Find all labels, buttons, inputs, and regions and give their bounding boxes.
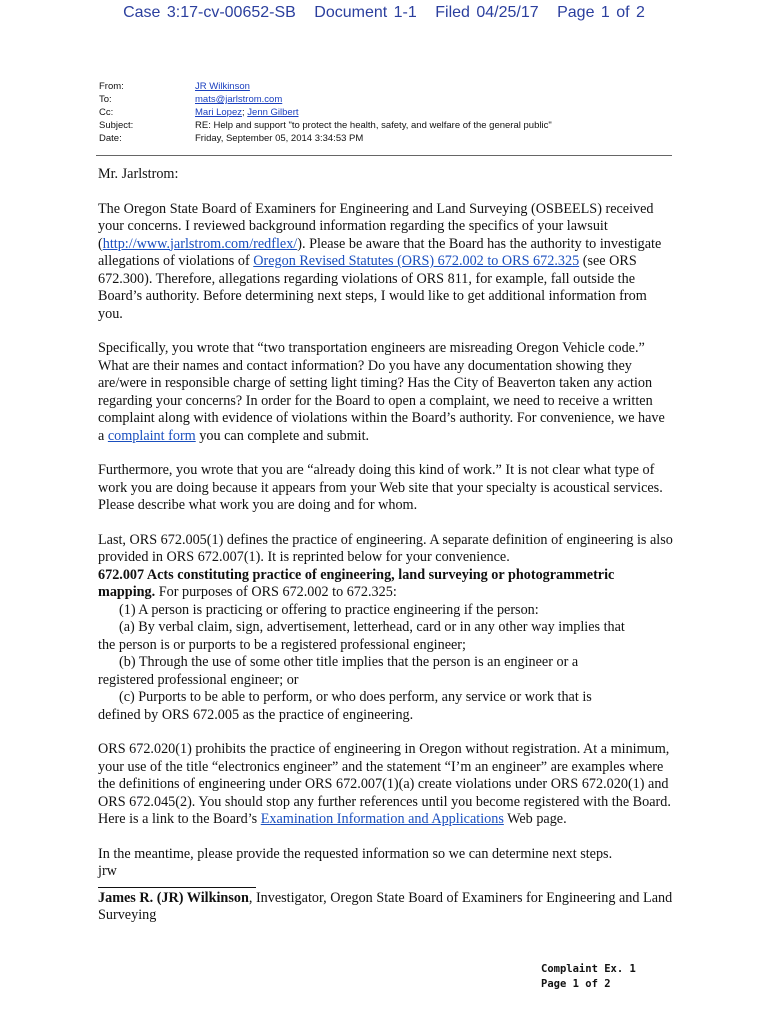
letter-body — [98, 166, 673, 925]
p1-text-b: ). Please be aware that the Board has the authority to investigate allegations of violations of — [98, 235, 662, 269]
statute-item-1: (1) A person is practicing or offering to practice engineering if the person: — [119, 601, 539, 618]
p2-text-b: you can complete and submit. — [195, 427, 370, 444]
p4-intro: Last, ORS 672.005(1) defines the practice of engineering. A separate definition of engineering is also provided in ORS 672.007(1). It is reprinted below for your convenience. — [98, 531, 673, 565]
to-label: To: — [99, 94, 112, 105]
p6-text: In the meantime, please provide the requested information so we can determine next steps. — [98, 845, 613, 862]
signature-name: James R. (JR) Wilkinson — [98, 889, 249, 906]
cc-separator: ; — [242, 107, 248, 118]
p5-text-b: Web page. — [503, 811, 567, 827]
statute-item-c-2: defined by ORS 672.005 as the practice of engineering. — [98, 706, 414, 723]
p5-text-a: ORS 672.020(1) prohibits the practice of engineering in Oregon without registration. At a minimum, your use of the title “electronics engineer” and the statement “I’m an engineer” are examples where the definitions of engineering under ORS 672.007(1)(a) create violations under ORS 672.020(1) and ORS 672.045(2). You should stop any further references until you become registered with the Board. Here is a link to the Board’s — [98, 741, 671, 827]
from-label: From: — [99, 81, 124, 92]
paragraph-2 — [98, 340, 673, 445]
case-number: Case 3:17-cv-00652-SB — [123, 4, 296, 21]
from-link[interactable]: JR Wilkinson — [195, 81, 250, 92]
complaint-form-link[interactable]: complaint form — [107, 427, 196, 444]
subject-label: Subject: — [99, 120, 134, 131]
from-row — [99, 80, 552, 93]
case-page: Page 1 of 2 — [557, 4, 645, 21]
cc-row — [99, 106, 552, 119]
header-divider — [96, 155, 672, 156]
statute-item-b-2: registered professional engineer; or — [98, 671, 299, 688]
paragraph-4 — [98, 532, 673, 725]
statute-item-a-2: the person is or purports to be a registered professional engineer; — [98, 636, 466, 653]
signature-divider — [98, 887, 256, 888]
p4-after-bold: For purposes of ORS 672.002 to 672.325: — [155, 584, 397, 600]
to-row — [99, 93, 552, 106]
date-row — [99, 132, 552, 145]
cc-link-1[interactable]: Mari Lopez — [195, 107, 242, 118]
paragraph-3: Furthermore, you wrote that you are “already doing this kind of work.” It is not clear what type of work you are doing because it appears from your Web site that your specialty is acoustical services. Please describe what work you are doing and for whom. — [98, 462, 663, 513]
p1-text-c: (see ORS 672.300). Therefore, allegations regarding violations of ORS 811, for example, fall outside the Board’s authority. Before determining next steps, I would like to get additional information from you. — [98, 253, 647, 322]
date-label: Date: — [99, 133, 122, 144]
exhibit-stamp — [541, 962, 636, 992]
cc-link-2[interactable]: Jenn Gilbert — [247, 107, 299, 118]
subject-value: RE: Help and support "to protect the health, safety, and welfare of the general public" — [195, 120, 552, 131]
statute-item-a-1: (a) By verbal claim, sign, advertisement, letterhead, card or in any other way implies that — [119, 619, 625, 635]
date-value: Friday, September 05, 2014 3:34:53 PM — [195, 133, 364, 144]
signature-block — [98, 890, 673, 925]
redflex-link[interactable]: http://www.jarlstrom.com/redflex/ — [102, 235, 298, 252]
paragraph-5 — [98, 741, 673, 829]
p1-text-a: The Oregon State Board of Examiners for Engineering and Land Surveying (OSBEELS) received your concerns. I reviewed background information regarding the specifics of your lawsuit ( — [98, 200, 654, 252]
exhibit-page: Page 1 of 2 — [541, 978, 611, 990]
salutation: Mr. Jarlstrom: — [98, 166, 179, 182]
email-header — [99, 80, 552, 145]
signature-title: , Investigator, Oregon State Board of Examiners for Engineering and Land Surveying — [98, 889, 673, 923]
paragraph-1 — [98, 201, 673, 324]
initials: jrw — [98, 863, 117, 879]
subject-row — [99, 119, 552, 132]
p2-text-a: Specifically, you wrote that “two transportation engineers are misreading Oregon Vehicle code.” What are their names and contact information? Do you have any documentation showing they are/were in responsible charge of setting light timing? Has the City of Beaverton taken any action regarding your concerns? In order for the Board to open a complaint, we need to receive a written complaint along with evidence of violations within the Board’s authority. For convenience, we have a — [98, 340, 665, 444]
document-number: Document 1-1 — [314, 4, 417, 21]
statute-item-b-1: (b) Through the use of some other title implies that the person is an engineer or a — [119, 654, 579, 670]
paragraph-6 — [98, 846, 673, 881]
cc-label: Cc: — [99, 107, 114, 118]
examination-info-link[interactable]: Examination Information and Applications — [260, 811, 504, 827]
case-header — [0, 4, 768, 22]
statute-heading: 672.007 Acts constituting practice of engineering, land surveying or photogrammetric mapping. — [98, 566, 615, 600]
to-link[interactable]: mats@jarlstrom.com — [195, 94, 283, 105]
filed-date: Filed 04/25/17 — [435, 4, 539, 21]
ors-statutes-link[interactable]: Oregon Revised Statutes (ORS) 672.002 to ORS 672.325 — [253, 253, 580, 269]
statute-item-c-1: (c) Purports to be able to perform, or who does perform, any service or work that is — [119, 689, 592, 705]
exhibit-label: Complaint Ex. 1 — [541, 963, 636, 975]
